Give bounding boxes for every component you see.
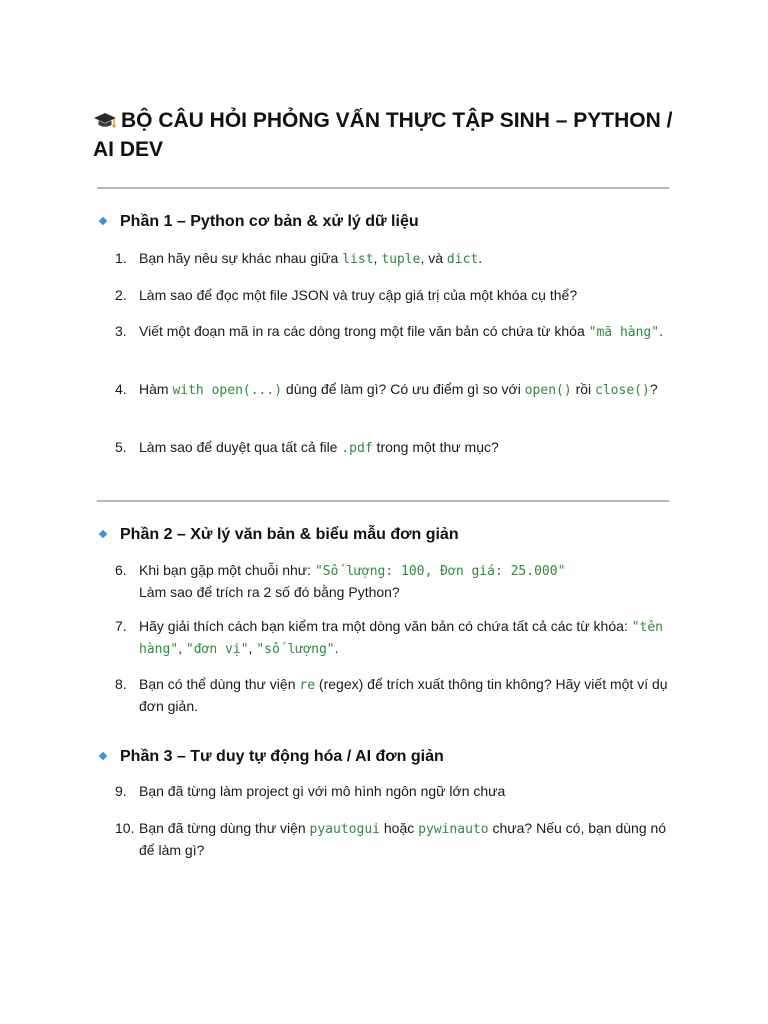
blue-diamond-icon (99, 217, 107, 225)
question-item (115, 818, 677, 860)
text-run: . (478, 250, 483, 266)
text-run: Hàm (139, 381, 173, 397)
inline-code: open() (524, 383, 572, 398)
text-run: Làm sao để trích ra 2 số đó bằng Python? (139, 584, 400, 600)
question-number: 6. (115, 562, 127, 578)
question-item (115, 781, 677, 801)
inline-code: tuple (381, 252, 421, 267)
inline-code: pywinauto (418, 822, 489, 837)
question-item (115, 616, 677, 660)
question-number: 8. (115, 676, 127, 692)
text-run: rồi (571, 381, 596, 397)
text-run: Bạn đã từng làm project gì với mô hình ngôn ngữ lớn chưa (139, 783, 506, 799)
text-run: , và (420, 250, 447, 266)
inline-code: dict (446, 252, 479, 267)
inline-code: "số lượng" (256, 642, 335, 657)
text-run: , (248, 640, 257, 656)
section-divider (97, 500, 669, 502)
blue-diamond-icon (99, 752, 107, 760)
question-text (139, 248, 677, 270)
question-text (139, 437, 677, 459)
question-text (139, 379, 677, 401)
question-text (139, 285, 677, 305)
text-run: Khi bạn gặp một chuỗi như: (139, 562, 315, 578)
question-text (139, 321, 677, 343)
inline-code: "Số lượng: 100, Đơn giá: 25.000" (314, 564, 566, 579)
text-run: Bạn đã từng dùng thư viện (139, 820, 310, 836)
graduation-cap-icon (93, 106, 121, 135)
text-run: Làm sao để đọc một file JSON và truy cập giá trị của một khóa cụ thể? (139, 287, 578, 303)
question-number: 1. (115, 250, 127, 266)
section-heading-1: Phần 1 – Python cơ bản & xử lý dữ liệu (97, 212, 419, 232)
inline-code: re (299, 678, 316, 693)
question-item (115, 379, 677, 401)
question-number: 9. (115, 783, 127, 799)
question-text (139, 674, 677, 716)
question-item (115, 285, 677, 305)
document-title: BỘ CÂU HỎI PHỎNG VẤN THỰC TẬP SINH – PYTHON / AI DEV (93, 106, 693, 164)
inline-code: .pdf (341, 441, 373, 456)
question-item (115, 560, 677, 602)
inline-code: with open(...) (172, 383, 283, 398)
text-run: Hãy giải thích cách bạn kiểm tra một dòng văn bản có chứa tất cả các từ khóa: (139, 618, 632, 634)
text-run: . (334, 640, 339, 656)
text-run: . (659, 323, 663, 339)
inline-code: "tên hàng" (139, 620, 663, 657)
question-text (139, 560, 677, 602)
question-item (115, 437, 677, 459)
question-item (115, 674, 677, 716)
question-text (139, 616, 677, 660)
inline-code: "mã hàng" (588, 325, 660, 340)
text-run: ? (649, 381, 658, 397)
question-item (115, 321, 677, 343)
blue-diamond-icon (99, 530, 107, 538)
text-run: (regex) để trích xuất thông tin không? Hãy viết một ví dụ đơn giản. (139, 676, 668, 714)
question-text (139, 781, 677, 801)
section-divider (97, 187, 669, 189)
text-run: , (373, 250, 382, 266)
text-run: dùng để làm gì? Có ưu điểm gì so với (282, 381, 525, 397)
question-item (115, 248, 677, 270)
text-run: Bạn hãy nêu sự khác nhau giữa (139, 250, 343, 266)
question-number: 10. (115, 820, 135, 836)
text-run: chưa? Nếu có, bạn dùng nó để làm gì? (139, 820, 667, 858)
inline-code: pyautogui (309, 822, 380, 837)
text-run: Viết một đoạn mã in ra các dòng trong một file văn bản có chứa từ khóa (139, 323, 589, 339)
text-run: trong một thư mục? (372, 439, 499, 455)
section-heading-2: Phần 2 – Xử lý văn bản & biểu mẫu đơn giản (97, 525, 459, 545)
text-run: Làm sao để duyệt qua tất cả file (139, 439, 342, 455)
inline-code: "đơn vị" (185, 642, 249, 657)
question-number: 2. (115, 287, 127, 303)
text-run: Bạn có thể dùng thư viện (139, 676, 300, 692)
question-text (139, 818, 677, 860)
question-number: 7. (115, 618, 127, 634)
question-number: 5. (115, 439, 127, 455)
question-number: 4. (115, 381, 127, 397)
section-heading-3: Phần 3 – Tư duy tự động hóa / AI đơn giản (97, 747, 444, 767)
question-number: 3. (115, 323, 127, 339)
inline-code: close() (595, 383, 650, 398)
text-run: , (178, 640, 186, 656)
inline-code: list (342, 252, 374, 267)
text-run: hoặc (379, 820, 419, 836)
